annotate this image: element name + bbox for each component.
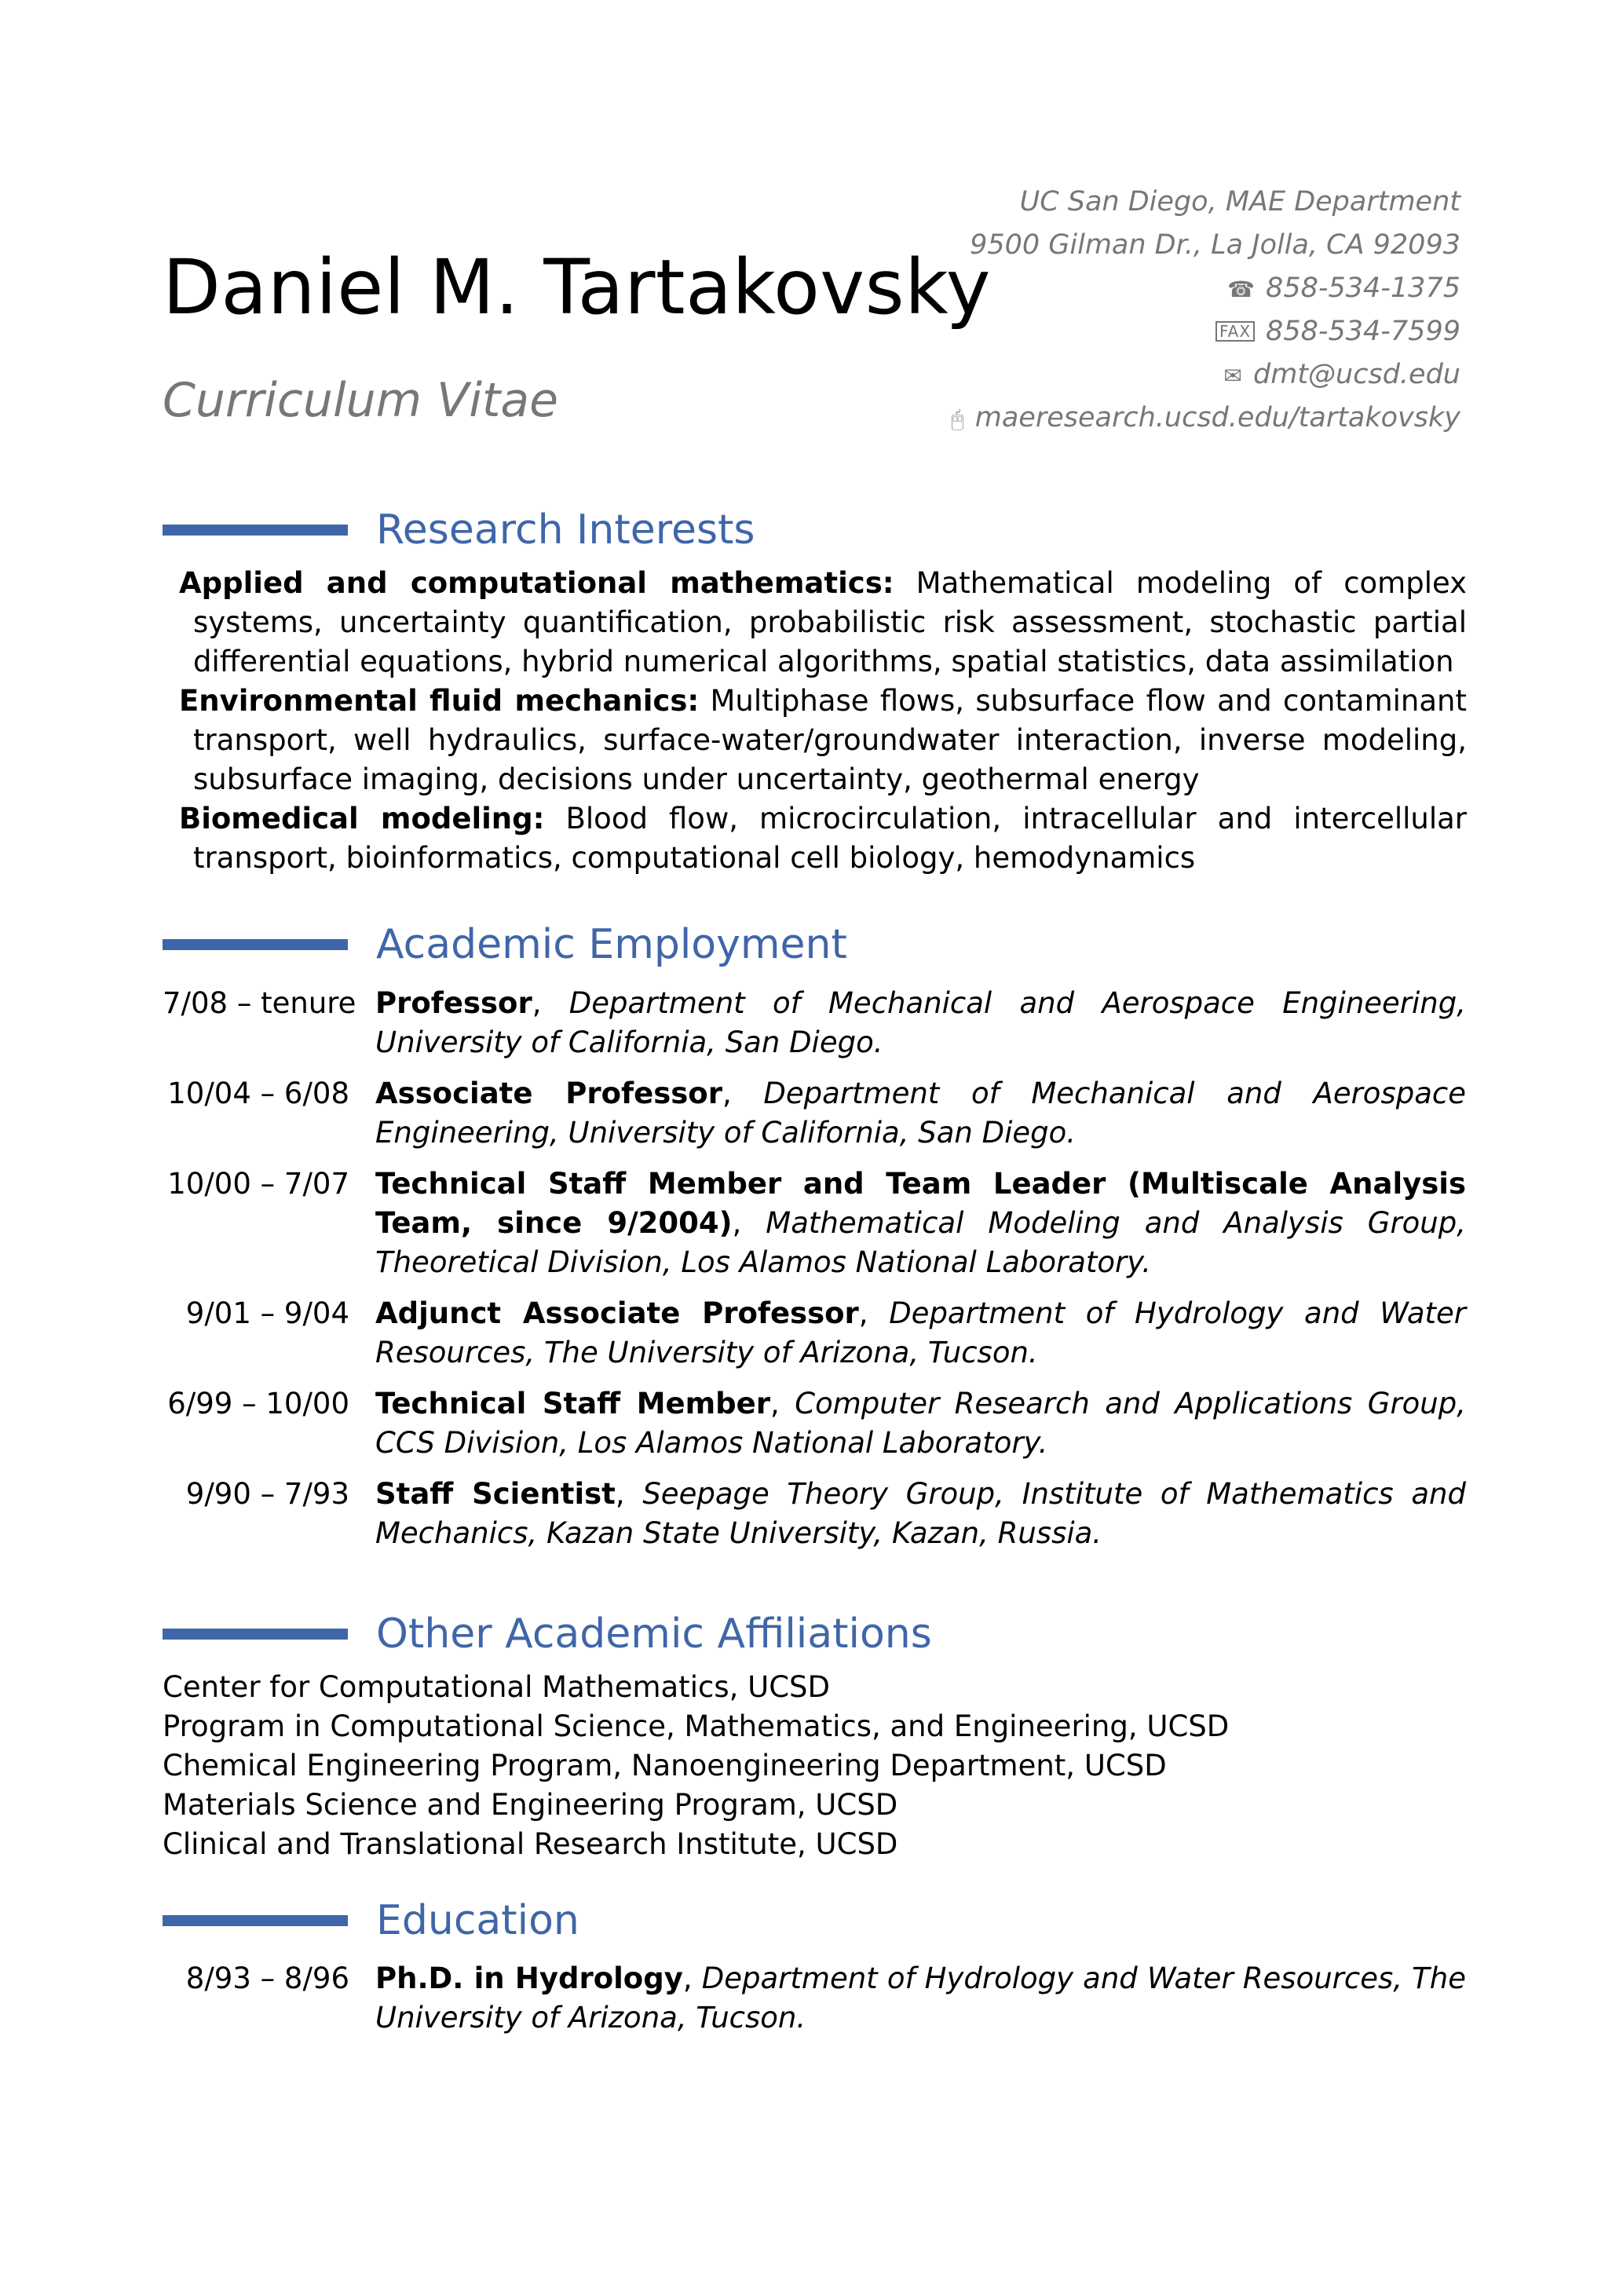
mouse-icon: 🖰 [950,406,964,432]
section-bar [163,1915,348,1926]
affiliation-item: Center for Computational Mathematics, UCSD [163,1670,831,1704]
entry-place: Computer Research and Applications Group, CCS Division, Los Alamos National Laboratory. [375,1387,1466,1460]
entry-place: Seepage Theory Group, Institute of Mathematics and Mechanics, Kazan State University, Kazan, Russia. [375,1477,1466,1550]
section-heading-employment [163,917,1466,972]
section-heading-affiliations [163,1607,1466,1662]
contact-block [754,181,1460,440]
interest-item [179,799,1467,878]
entry-description: Staff Scientist, Seepage Theory Group, Institute of Mathematics and Mechanics, Kazan State University, Kazan, Russia. [375,1477,1466,1550]
contact-phone: 858-534-1375 [1266,272,1460,304]
entry-place: Department of Mechanical and Aerospace Engineering, University of California, San Diego. [375,1077,1466,1150]
entry-date: 10/04 – 6/08 [167,1077,349,1110]
entry-description: Technical Staff Member, Computer Research and Applications Group, CCS Division, Los Alamos National Laboratory. [375,1387,1466,1460]
contact-web-line [754,397,1460,440]
contact-address: 9500 Gilman Dr., La Jolla, CA 92093 [970,229,1460,261]
entry-place: Department of Hydrology and Water Resources, The University of Arizona, Tucson. [375,1961,1466,2035]
affiliation-item: Program in Computational Science, Mathematics, and Engineering, UCSD [163,1709,1230,1743]
interest-text: Blood flow, microcirculation, intracellular and intercellular transport, bioinformatics, computational cell biology, hemodynamics [193,802,1468,875]
entry-description: Associate Professor, Department of Mechanical and Aerospace Engineering, University of California, San Diego. [375,1077,1466,1150]
contact-fax-line [754,310,1460,353]
entry-date: 8/93 – 8/96 [185,1961,349,1995]
employment-entry [163,1074,1466,1153]
entry-date: 10/00 – 7/07 [167,1167,349,1201]
section-heading-education [163,1893,1466,1948]
section-title: Education [376,1897,579,1944]
research-interests-list [179,564,1467,878]
employment-entry [163,1164,1466,1282]
cv-name: Daniel M. Tartakovsky [163,243,992,331]
employment-entry [163,984,1466,1062]
entry-description: Professor, Department of Mechanical and Aerospace Engineering, University of California, San Diego. [375,986,1466,1059]
contact-website[interactable]: maeresearch.ucsd.edu/tartakovsky [974,402,1460,433]
employment-entry [163,1294,1466,1373]
section-title: Research Interests [376,506,755,554]
entry-role: Professor [375,986,532,1020]
employment-list [163,984,1466,1565]
entry-date: 9/01 – 9/04 [185,1296,349,1330]
entry-description: Technical Staff Member and Team Leader (Multiscale Analysis Team, since 9/2004), Mathematical Modeling and Analysis Group, Theoretical Division, Los Alamos National Laboratory. [375,1167,1466,1279]
section-bar [163,1629,348,1640]
contact-email-line [754,353,1460,397]
entry-role: Technical Staff Member [375,1387,771,1420]
education-entry [163,1959,1466,2038]
cv-subtitle: Curriculum Vitae [163,373,559,428]
entry-description: Adjunct Associate Professor, Department of Hydrology and Water Resources, The University of Arizona, Tucson. [375,1296,1466,1369]
contact-email[interactable]: dmt@ucsd.edu [1253,359,1460,390]
section-bar [163,525,348,536]
affiliations-list [163,1668,1466,1864]
interest-label: Applied and computational mathematics: [179,566,894,600]
entry-role: Adjunct Associate Professor [375,1296,859,1330]
entry-role: Technical Staff Member and Team Leader (Multiscale Analysis Team, since 9/2004) [375,1167,1466,1240]
entry-place: Department of Hydrology and Water Resources, The University of Arizona, Tucson. [375,1296,1466,1369]
phone-icon: ☎ [1227,276,1256,302]
interest-label: Environmental fluid mechanics: [179,684,700,718]
entry-date: 6/99 – 10/00 [167,1387,349,1420]
contact-phone-line [754,267,1460,310]
interest-item [179,564,1467,682]
entry-role: Ph.D. in Hydrology [375,1961,683,1995]
section-title: Other Academic Affiliations [376,1610,932,1658]
education-list [163,1959,1466,2049]
section-bar [163,939,348,950]
section-heading-research [163,503,1466,558]
interest-item [179,682,1467,799]
fax-icon: FAX [1215,321,1255,342]
entry-place: Department of Mechanical and Aerospace Engineering, University of California, San Diego. [375,986,1466,1059]
employment-entry [163,1475,1466,1553]
interest-text: Multiphase flows, subsurface flow and contaminant transport, well hydraulics, surface-water/groundwater interaction, inverse modeling, subsurface imaging, decisions under uncertainty, geothermal energy [193,684,1467,796]
entry-role: Staff Scientist [375,1477,616,1511]
section-title: Academic Employment [376,921,847,968]
interest-text: Mathematical modeling of complex systems, uncertainty quantification, probabilistic risk assessment, stochastic partial differential equations, hybrid numerical algorithms, spatial statistics, data assimilation [193,566,1467,678]
affiliation-item: Materials Science and Engineering Program, UCSD [163,1788,898,1822]
entry-description: Ph.D. in Hydrology, Department of Hydrology and Water Resources, The University of Arizona, Tucson. [375,1961,1466,2035]
contact-institution: UC San Diego, MAE Department [1019,186,1460,218]
contact-fax: 858-534-7599 [1266,316,1460,347]
entry-place: Mathematical Modeling and Analysis Group, Theoretical Division, Los Alamos National Laboratory. [375,1206,1466,1279]
email-icon: ✉ [1223,363,1243,389]
employment-entry [163,1384,1466,1463]
affiliation-item: Chemical Engineering Program, Nanoengineering Department, UCSD [163,1749,1167,1782]
interest-label: Biomedical modeling: [179,802,545,835]
affiliation-item: Clinical and Translational Research Institute, UCSD [163,1827,898,1861]
entry-role: Associate Professor [375,1077,722,1110]
entry-date: 7/08 – tenure [163,986,356,1020]
entry-date: 9/90 – 7/93 [185,1477,349,1511]
